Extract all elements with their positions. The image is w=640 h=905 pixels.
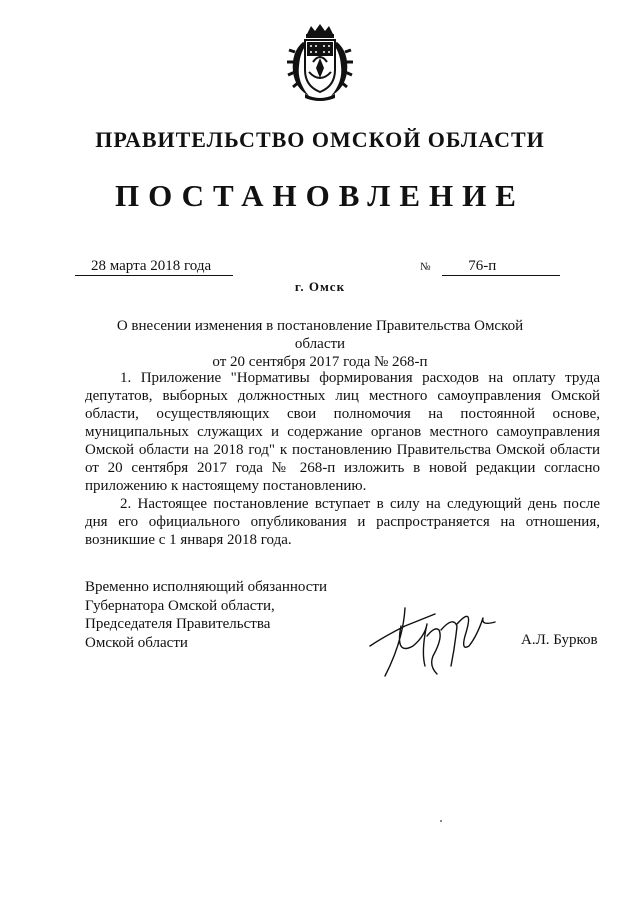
document-subject [90, 317, 550, 371]
subject-line: О внесении изменения в постановление Правительства Омской области [116, 318, 524, 352]
subject-line: от 20 сентября 2017 года № 268-п [212, 354, 428, 370]
signatory-line: Омской области [85, 634, 188, 651]
handwritten-signature-icon [365, 596, 510, 681]
signatory-line: Временно исполняющий обязанности [85, 579, 328, 595]
document-city: г. Омск [294, 279, 346, 294]
signatory-name: А.Л. Бурков [521, 632, 598, 648]
omsk-region-coat-of-arms-icon [285, 22, 355, 102]
signatory-position [85, 578, 327, 652]
signatory-line: Председателя Правительства [85, 616, 271, 632]
document-type-title: ПОСТАНОВЛЕНИЕ [115, 178, 525, 213]
government-title: ПРАВИТЕЛЬСТВО ОМСКОЙ ОБЛАСТИ [95, 127, 545, 152]
document-body [85, 369, 600, 549]
document-number [420, 257, 560, 276]
scan-speck [440, 820, 442, 822]
document-number-value: 76-п [442, 257, 560, 276]
signatory-line: Губернатора Омской области, [85, 597, 275, 614]
document-date-value: 28 марта 2018 года [91, 258, 212, 274]
body-paragraph: 1. Приложение "Нормативы формирования расходов на оплату труда депутатов, выборных должностных лиц местного самоуправления Омской области, осуществляющих свои полномочия на постоянной основе, муниципальных служащих и содержание органов местного самоуправления Омской области на 2018 год" к постановлению Правительства Омской области от 20 сентября 2017 года № 268-п изложить в новой редакции согласно приложению к настоящему постановлению. [85, 370, 600, 494]
number-sign: № [420, 261, 431, 273]
document-date [75, 257, 233, 276]
body-paragraph: 2. Настоящее постановление вступает в силу на следующий день после дня его официального опубликования и распространяется на отношения, возникшие с 1 января 2018 года. [85, 496, 600, 548]
